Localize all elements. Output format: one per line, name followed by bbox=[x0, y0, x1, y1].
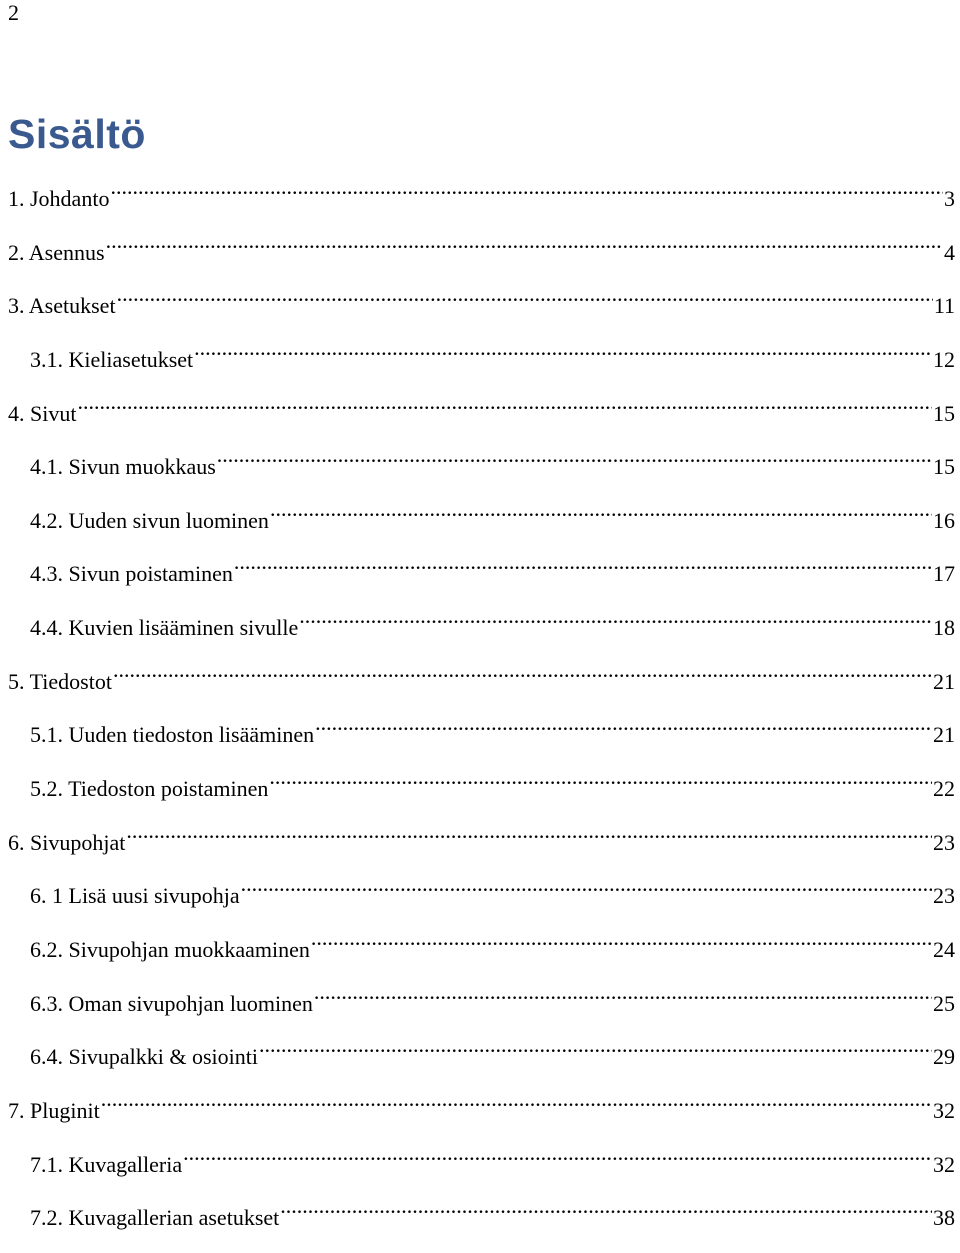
toc-entry-label: 6.2. Sivupohjan muokkaaminen bbox=[30, 936, 310, 962]
toc-dot-leader bbox=[299, 613, 932, 635]
toc-entry-page: 22 bbox=[933, 776, 955, 802]
toc-entry-page: 21 bbox=[933, 668, 955, 694]
toc-entry-page: 24 bbox=[933, 936, 955, 962]
toc-entry-label: 4. Sivut bbox=[8, 400, 77, 426]
toc-entry-label: 4.1. Sivun muokkaus bbox=[30, 454, 216, 480]
toc-title: Sisältö bbox=[8, 111, 146, 157]
toc-entry[interactable] bbox=[0, 502, 960, 556]
toc-dot-leader bbox=[117, 291, 933, 313]
toc-entry-page: 17 bbox=[933, 561, 955, 587]
toc-dot-leader bbox=[77, 399, 932, 421]
toc-entry-page: 21 bbox=[933, 722, 955, 748]
toc-entry-label: 6.4. Sivupalkki & osiointi bbox=[30, 1044, 258, 1070]
toc-entry[interactable] bbox=[0, 395, 960, 449]
toc-entry[interactable] bbox=[0, 180, 960, 234]
toc-entry-page: 4 bbox=[944, 239, 955, 265]
toc-entry-page: 32 bbox=[933, 1097, 955, 1123]
toc-entry[interactable] bbox=[0, 609, 960, 663]
toc-entry-label: 7. Pluginit bbox=[8, 1097, 100, 1123]
toc-entry-page: 23 bbox=[933, 883, 955, 909]
toc-entry[interactable] bbox=[0, 341, 960, 395]
toc-entry[interactable] bbox=[0, 234, 960, 288]
toc-entry-page: 18 bbox=[933, 615, 955, 641]
toc-entry-page: 3 bbox=[944, 186, 955, 211]
toc-entry-label: 3.1. Kieliasetukset bbox=[30, 346, 194, 372]
toc-dot-leader bbox=[280, 1203, 932, 1225]
toc-entry[interactable] bbox=[0, 931, 960, 985]
page-number: 2 bbox=[8, 0, 19, 25]
toc-entry[interactable] bbox=[0, 555, 960, 609]
toc-entry-label: 3. Asetukset bbox=[8, 293, 116, 319]
toc-dot-leader bbox=[106, 238, 943, 260]
toc-dot-leader bbox=[113, 667, 932, 689]
toc-dot-leader bbox=[241, 881, 932, 903]
toc-entry[interactable] bbox=[0, 663, 960, 717]
toc-entry-label: 6.3. Oman sivupohjan luominen bbox=[30, 990, 313, 1016]
toc-entry[interactable] bbox=[0, 1038, 960, 1092]
toc-entry[interactable] bbox=[0, 287, 960, 341]
toc-entry-page: 15 bbox=[933, 400, 955, 426]
toc-entry-label: 5.2. Tiedoston poistaminen bbox=[30, 776, 269, 802]
toc-entry-page: 38 bbox=[933, 1205, 955, 1231]
toc-dot-leader bbox=[311, 935, 932, 957]
toc-dot-leader bbox=[315, 720, 932, 742]
toc-entry-page: 29 bbox=[933, 1044, 955, 1070]
toc-entry-page: 11 bbox=[933, 293, 955, 319]
toc-dot-leader bbox=[269, 774, 932, 796]
toc-entry[interactable] bbox=[0, 1199, 960, 1253]
toc-entry-page: 16 bbox=[933, 507, 955, 533]
toc-entry[interactable] bbox=[0, 770, 960, 824]
toc-entry[interactable] bbox=[0, 877, 960, 931]
toc-entry[interactable] bbox=[0, 716, 960, 770]
toc-entry[interactable] bbox=[0, 448, 960, 502]
toc-entry-label: 6. Sivupohjat bbox=[8, 829, 126, 855]
toc-entry-label: 2. Asennus bbox=[8, 239, 105, 265]
toc-entry[interactable] bbox=[0, 1092, 960, 1146]
toc-entry-label: 4.2. Uuden sivun luominen bbox=[30, 507, 269, 533]
toc-entry-page: 25 bbox=[933, 990, 955, 1016]
toc-entry[interactable] bbox=[0, 1146, 960, 1200]
toc-entry-label: 6. 1 Lisä uusi sivupohja bbox=[30, 883, 240, 909]
toc-dot-leader bbox=[270, 506, 932, 528]
toc-dot-leader bbox=[234, 559, 932, 581]
toc-entry[interactable] bbox=[0, 824, 960, 878]
toc-entry-label: 5. Tiedostot bbox=[8, 668, 112, 694]
toc-entry-page: 12 bbox=[933, 346, 955, 372]
toc-dot-leader bbox=[194, 345, 932, 367]
toc-dot-leader bbox=[259, 1042, 932, 1064]
toc-entry-label: 4.4. Kuvien lisääminen sivulle bbox=[30, 615, 299, 641]
table-of-contents bbox=[0, 180, 960, 1253]
toc-dot-leader bbox=[314, 989, 932, 1011]
toc-entry-label: 1. Johdanto bbox=[8, 186, 110, 211]
toc-dot-leader bbox=[110, 184, 943, 206]
toc-entry-page: 23 bbox=[933, 829, 955, 855]
toc-entry-page: 32 bbox=[933, 1151, 955, 1177]
toc-dot-leader bbox=[126, 828, 932, 850]
toc-entry-label: 7.2. Kuvagallerian asetukset bbox=[30, 1205, 280, 1231]
toc-entry-label: 7.1. Kuvagalleria bbox=[30, 1151, 183, 1177]
toc-entry-label: 5.1. Uuden tiedoston lisääminen bbox=[30, 722, 315, 748]
toc-dot-leader bbox=[183, 1150, 932, 1172]
toc-entry-page: 15 bbox=[933, 454, 955, 480]
toc-entry-label: 4.3. Sivun poistaminen bbox=[30, 561, 233, 587]
toc-entry[interactable] bbox=[0, 985, 960, 1039]
toc-dot-leader bbox=[101, 1096, 932, 1118]
toc-dot-leader bbox=[217, 452, 932, 474]
